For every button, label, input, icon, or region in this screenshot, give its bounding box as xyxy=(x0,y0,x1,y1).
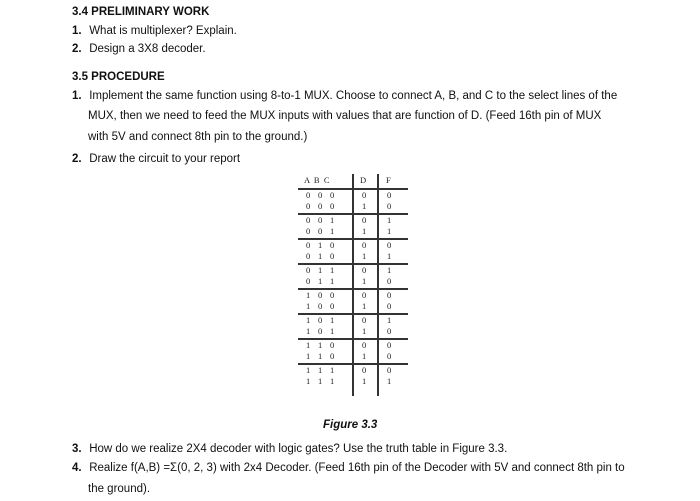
list-number: 2. xyxy=(72,153,82,165)
list-text: Draw the circuit to your report xyxy=(89,153,241,165)
list-text: How do we realize 2X4 decoder with logic gates? Use the truth table in Figure 3.3. xyxy=(89,443,508,455)
table-cell: 0 xyxy=(318,190,323,200)
table-cell: 0 xyxy=(387,276,392,286)
table-row xyxy=(298,315,408,326)
table-cell: 1 xyxy=(362,326,367,336)
list-number: 2. xyxy=(72,43,82,55)
table-cell: 0 xyxy=(387,190,392,200)
table-cell: 0 xyxy=(387,301,392,311)
table-cell: 1 xyxy=(362,226,367,236)
list-number: 1. xyxy=(72,25,82,37)
table-cell: 0 xyxy=(318,201,323,211)
header-f: F xyxy=(386,175,391,185)
header-d: D xyxy=(360,175,367,185)
table-row-group xyxy=(298,188,408,213)
list-text: What is multiplexer? Explain. xyxy=(89,25,237,37)
table-cell: 1 xyxy=(306,301,311,311)
table-cell: 1 xyxy=(306,290,311,300)
figure-caption: Figure 3.3 xyxy=(323,419,378,431)
table-cell: 0 xyxy=(330,240,335,250)
table-row-group xyxy=(298,263,408,288)
table-row xyxy=(298,351,408,362)
table-cell: 1 xyxy=(318,365,323,375)
table-cell: 0 xyxy=(330,190,335,200)
table-cell: 0 xyxy=(387,201,392,211)
table-cell: 1 xyxy=(318,340,323,350)
table-cell: 1 xyxy=(306,376,311,386)
table-cell: 0 xyxy=(362,240,367,250)
table-cell: 1 xyxy=(330,365,335,375)
table-row xyxy=(298,240,408,251)
table-cell: 1 xyxy=(306,315,311,325)
table-cell: 0 xyxy=(330,201,335,211)
table-row xyxy=(298,190,408,201)
table-cell: 1 xyxy=(387,265,392,275)
table-row-group xyxy=(298,313,408,338)
table-row xyxy=(298,376,408,387)
table-cell: 1 xyxy=(306,326,311,336)
table-cell: 0 xyxy=(387,240,392,250)
table-row xyxy=(298,226,408,237)
table-cell: 0 xyxy=(362,265,367,275)
table-cell: 0 xyxy=(306,276,311,286)
table-cell: 0 xyxy=(306,201,311,211)
table-cell: 1 xyxy=(387,226,392,236)
table-header xyxy=(298,174,408,188)
table-row-group xyxy=(298,363,408,388)
table-cell: 1 xyxy=(330,276,335,286)
table-row xyxy=(298,276,408,287)
table-cell: 1 xyxy=(318,376,323,386)
table-cell: 0 xyxy=(387,351,392,361)
header-abc: A B C xyxy=(304,175,330,185)
truth-table xyxy=(298,174,408,388)
table-cell: 1 xyxy=(318,265,323,275)
table-cell: 0 xyxy=(387,290,392,300)
table-row-group xyxy=(298,213,408,238)
table-row xyxy=(298,265,408,276)
table-cell: 0 xyxy=(306,190,311,200)
table-cell: 1 xyxy=(318,240,323,250)
table-cell: 0 xyxy=(330,351,335,361)
table-cell: 1 xyxy=(387,315,392,325)
table-cell: 0 xyxy=(318,215,323,225)
table-cell: 0 xyxy=(306,265,311,275)
list-text-continuation: with 5V and connect 8th pin to the ground.) xyxy=(88,131,308,143)
table-cell: 1 xyxy=(306,351,311,361)
section-heading-procedure: 3.5 PROCEDURE xyxy=(72,71,165,83)
table-cell: 0 xyxy=(387,326,392,336)
list-text: Design a 3X8 decoder. xyxy=(89,43,206,55)
table-cell: 1 xyxy=(306,365,311,375)
table-cell: 1 xyxy=(330,326,335,336)
table-cell: 1 xyxy=(318,276,323,286)
list-item xyxy=(72,89,617,103)
list-item xyxy=(72,152,240,166)
table-cell: 0 xyxy=(318,226,323,236)
table-row xyxy=(298,301,408,312)
table-row-group xyxy=(298,338,408,363)
table-cell: 1 xyxy=(306,340,311,350)
table-cell: 0 xyxy=(306,226,311,236)
table-cell: 0 xyxy=(318,315,323,325)
table-cell: 0 xyxy=(306,251,311,261)
table-cell: 0 xyxy=(387,365,392,375)
table-cell: 1 xyxy=(318,351,323,361)
table-cell: 1 xyxy=(330,265,335,275)
table-cell: 0 xyxy=(330,251,335,261)
list-text: Implement the same function using 8-to-1 MUX. Choose to connect A, B, and C to the select lines of the xyxy=(89,90,618,102)
table-cell: 0 xyxy=(387,340,392,350)
table-cell: 0 xyxy=(306,240,311,250)
table-cell: 1 xyxy=(362,301,367,311)
table-cell: 1 xyxy=(387,215,392,225)
list-text-continuation: the ground). xyxy=(88,483,151,495)
table-cell: 1 xyxy=(362,251,367,261)
table-cell: 0 xyxy=(318,301,323,311)
list-number: 3. xyxy=(72,443,82,455)
table-row xyxy=(298,290,408,301)
table-row-group xyxy=(298,288,408,313)
table-cell: 1 xyxy=(330,226,335,236)
table-row xyxy=(298,365,408,376)
table-cell: 1 xyxy=(330,215,335,225)
table-cell: 0 xyxy=(362,340,367,350)
table-row xyxy=(298,251,408,262)
table-row xyxy=(298,201,408,212)
table-cell: 1 xyxy=(362,351,367,361)
table-cell: 0 xyxy=(330,290,335,300)
list-item xyxy=(72,461,625,475)
list-text-continuation: MUX, then we need to feed the MUX inputs with values that are function of D. (Feed 16th pin of MUX xyxy=(88,110,602,122)
table-cell: 1 xyxy=(362,376,367,386)
table-row xyxy=(298,326,408,337)
table-cell: 0 xyxy=(318,290,323,300)
list-number: 4. xyxy=(72,462,82,474)
table-cell: 0 xyxy=(362,190,367,200)
section-heading-preliminary: 3.4 PRELIMINARY WORK xyxy=(72,6,210,18)
table-cell: 0 xyxy=(362,315,367,325)
table-row xyxy=(298,215,408,226)
table-body xyxy=(298,188,408,388)
table-cell: 1 xyxy=(387,376,392,386)
table-cell: 1 xyxy=(362,276,367,286)
table-cell: 1 xyxy=(362,201,367,211)
table-row-group xyxy=(298,238,408,263)
list-text: Realize f(A,B) =Σ(0, 2, 3) with 2x4 Decoder. (Feed 16th pin of the Decoder with 5V and connect 8th pin to xyxy=(89,462,625,474)
table-cell: 0 xyxy=(362,215,367,225)
table-row xyxy=(298,340,408,351)
table-cell: 1 xyxy=(330,376,335,386)
table-cell: 0 xyxy=(306,215,311,225)
list-item xyxy=(72,42,206,56)
list-number: 1. xyxy=(72,90,82,102)
list-item xyxy=(72,442,507,456)
table-cell: 1 xyxy=(387,251,392,261)
table-cell: 0 xyxy=(318,326,323,336)
table-cell: 0 xyxy=(330,301,335,311)
table-cell: 0 xyxy=(362,290,367,300)
table-cell: 0 xyxy=(362,365,367,375)
table-cell: 1 xyxy=(330,315,335,325)
table-cell: 0 xyxy=(330,340,335,350)
list-item xyxy=(72,24,237,38)
table-cell: 1 xyxy=(318,251,323,261)
